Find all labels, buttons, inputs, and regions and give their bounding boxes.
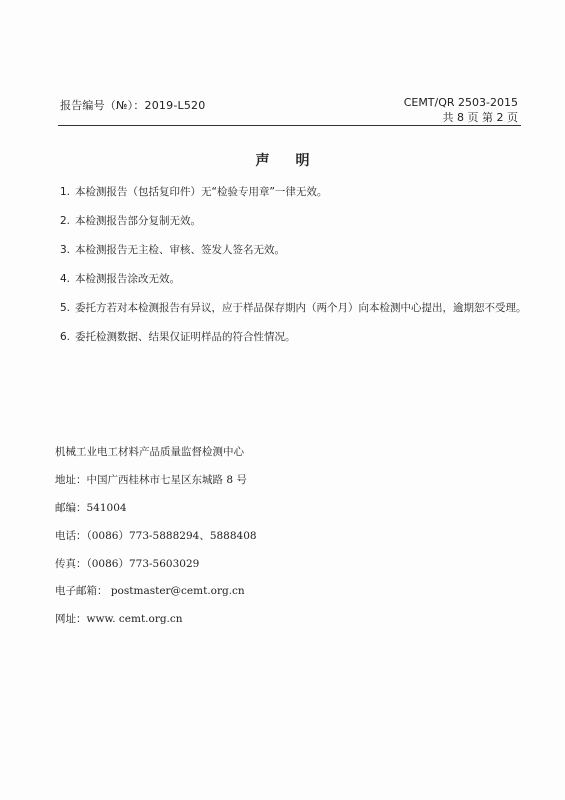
phone-line: 电话：（0086）773-5888294、5888408 — [55, 529, 257, 542]
declaration-number: 4. — [60, 273, 71, 285]
header-right-block — [404, 95, 518, 125]
report-number: 报告编号（№）：2019-L520 — [60, 99, 206, 112]
declaration-number: 2. — [60, 215, 71, 227]
declaration-item — [60, 243, 530, 257]
declaration-text: 本检测报告部分复制无效。 — [75, 215, 201, 227]
address-line: 地址：中国广西桂林市七星区东城路 8 号 — [55, 473, 247, 486]
page-title: 声明 — [255, 153, 336, 169]
organization-name: 机械工业电工材料产品质量监督检测中心 — [55, 446, 244, 458]
email-line: 电子邮箱： postmaster@cemt.org.cn — [55, 585, 245, 598]
declaration-item — [60, 330, 530, 344]
declaration-number: 6. — [60, 331, 71, 343]
declaration-item — [60, 272, 530, 286]
contact-block — [55, 445, 515, 640]
declaration-number: 1. — [60, 186, 71, 198]
declaration-number: 5. — [60, 302, 71, 314]
fax-line: 传真：（0086）773-5603029 — [55, 557, 200, 570]
form-code: CEMT/QR 2503-2015 — [403, 96, 518, 109]
postcode-line: 邮编：541004 — [55, 501, 127, 514]
header-divider — [58, 125, 521, 126]
website-line: 网址：www. cemt.org.cn — [55, 613, 183, 626]
declaration-text: 本检测报告涂改无效。 — [75, 273, 180, 285]
declaration-text: 本检测报告（包括复印件）无“检验专用章”一律无效。 — [75, 186, 328, 198]
declaration-item — [60, 214, 530, 228]
declaration-text: 本检测报告无主检、审核、签发人签名无效。 — [75, 244, 285, 256]
declaration-item — [60, 185, 530, 199]
declaration-text: 委托检测数据、结果仅证明样品的符合性情况。 — [75, 331, 296, 343]
declaration-number: 3. — [60, 244, 71, 256]
declaration-list — [60, 185, 530, 359]
declaration-text: 委托方若对本检测报告有异议，应于样品保存期内（两个月）向本检测中心提出，逾期恕不受理。 — [75, 302, 527, 314]
page-info: 共 8 页 第 2 页 — [442, 111, 518, 124]
declaration-item — [60, 301, 530, 315]
